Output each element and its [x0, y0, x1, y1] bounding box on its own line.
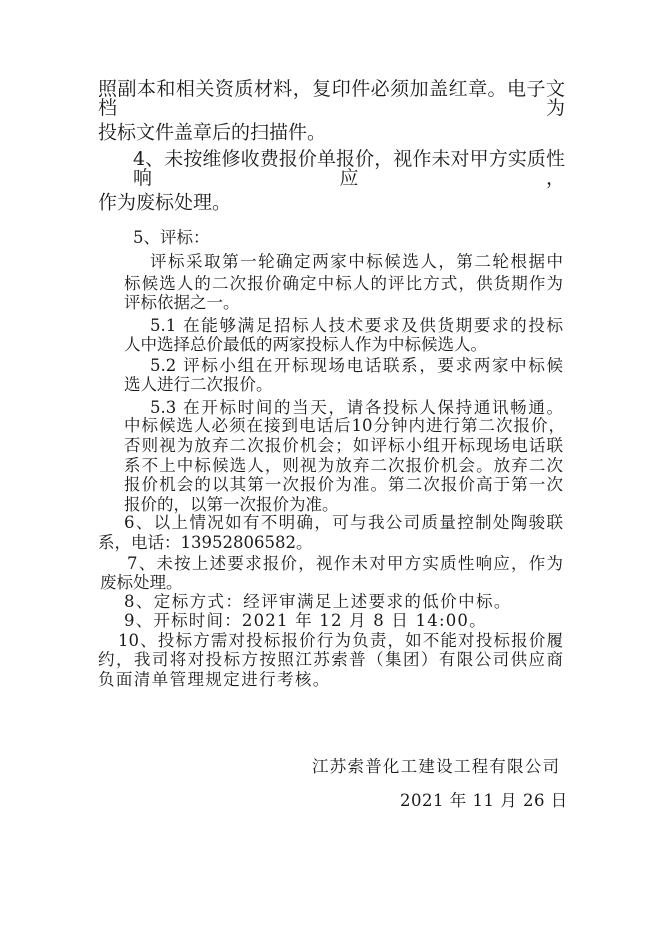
- text-line: 人中选择总价最低的两家投标人作为中标候选人。: [124, 334, 487, 354]
- text-line: 系不上中标候选人，则视为放弃二次报价机会。放弃二次: [124, 455, 563, 475]
- text-line: 评标依据之一。: [124, 292, 240, 312]
- text-line: 否则视为放弃二次报价机会；如评标小组开标现场电话联: [124, 435, 563, 455]
- text-line: 负面清单管理规定进行考核。: [98, 669, 331, 689]
- text-line: 7、未按上述要求报价，视作未对甲方实质性响应，作为: [127, 553, 563, 573]
- text-line: 投标文件盖章后的扫描件。: [98, 121, 327, 144]
- text-line: 照副本和相关资质材料，复印件必须加盖红章。电子文档为: [98, 78, 565, 119]
- text-line: 评标采取第一轮确定两家中标候选人，第二轮根据中: [150, 251, 563, 271]
- text-line: 作为废标处理。: [98, 191, 232, 214]
- signature-company: 江苏索普化工建设工程有限公司: [312, 756, 559, 776]
- text-line: 报价的，以第一次报价为准。: [124, 494, 339, 514]
- text-line: 5.3 在开标时间的当天，请各投标人保持通讯畅通。: [150, 397, 563, 417]
- signature-date: 2021 年 11 月 26 日: [400, 790, 568, 810]
- text-line: 约，我司将对投标方按照江苏索普（集团）有限公司供应商: [98, 649, 563, 669]
- text-line: 废标处理。: [100, 572, 183, 592]
- text-line: 系，电话：13952806582。: [98, 532, 313, 552]
- section-heading: 5、评标：: [133, 227, 210, 247]
- text-line: 10、投标方需对投标报价行为负责，如不能对投标报价履: [118, 630, 563, 650]
- text-line: 中标候选人必须在接到电话后10分钟内进行第二次报价，: [124, 415, 565, 435]
- text-line: 标候选人的二次报价确定中标人的评比方式，供货期作为: [124, 273, 563, 293]
- text-line: 8、定标方式：经评审满足上述要求的低价中标。: [124, 591, 512, 611]
- text-line: 5.1 在能够满足招标人技术要求及供货期要求的投标: [150, 315, 563, 335]
- text-line: 4、未按维修收费报价单报价，视作未对甲方实质性响应，: [133, 148, 565, 189]
- text-line: 9、开标时间：2021 年 12 月 8 日 14:00。: [124, 610, 487, 630]
- text-line: 报价机会的以其第一次报价为准。第二次报价高于第一次: [124, 474, 563, 494]
- text-line: 5.2 评标小组在开标现场电话联系，要求两家中标候: [150, 355, 563, 375]
- text-line: 6、以上情况如有不明确，可与我公司质量控制处陶骏联: [124, 512, 563, 532]
- text-line: 选人进行二次报价。: [124, 374, 273, 394]
